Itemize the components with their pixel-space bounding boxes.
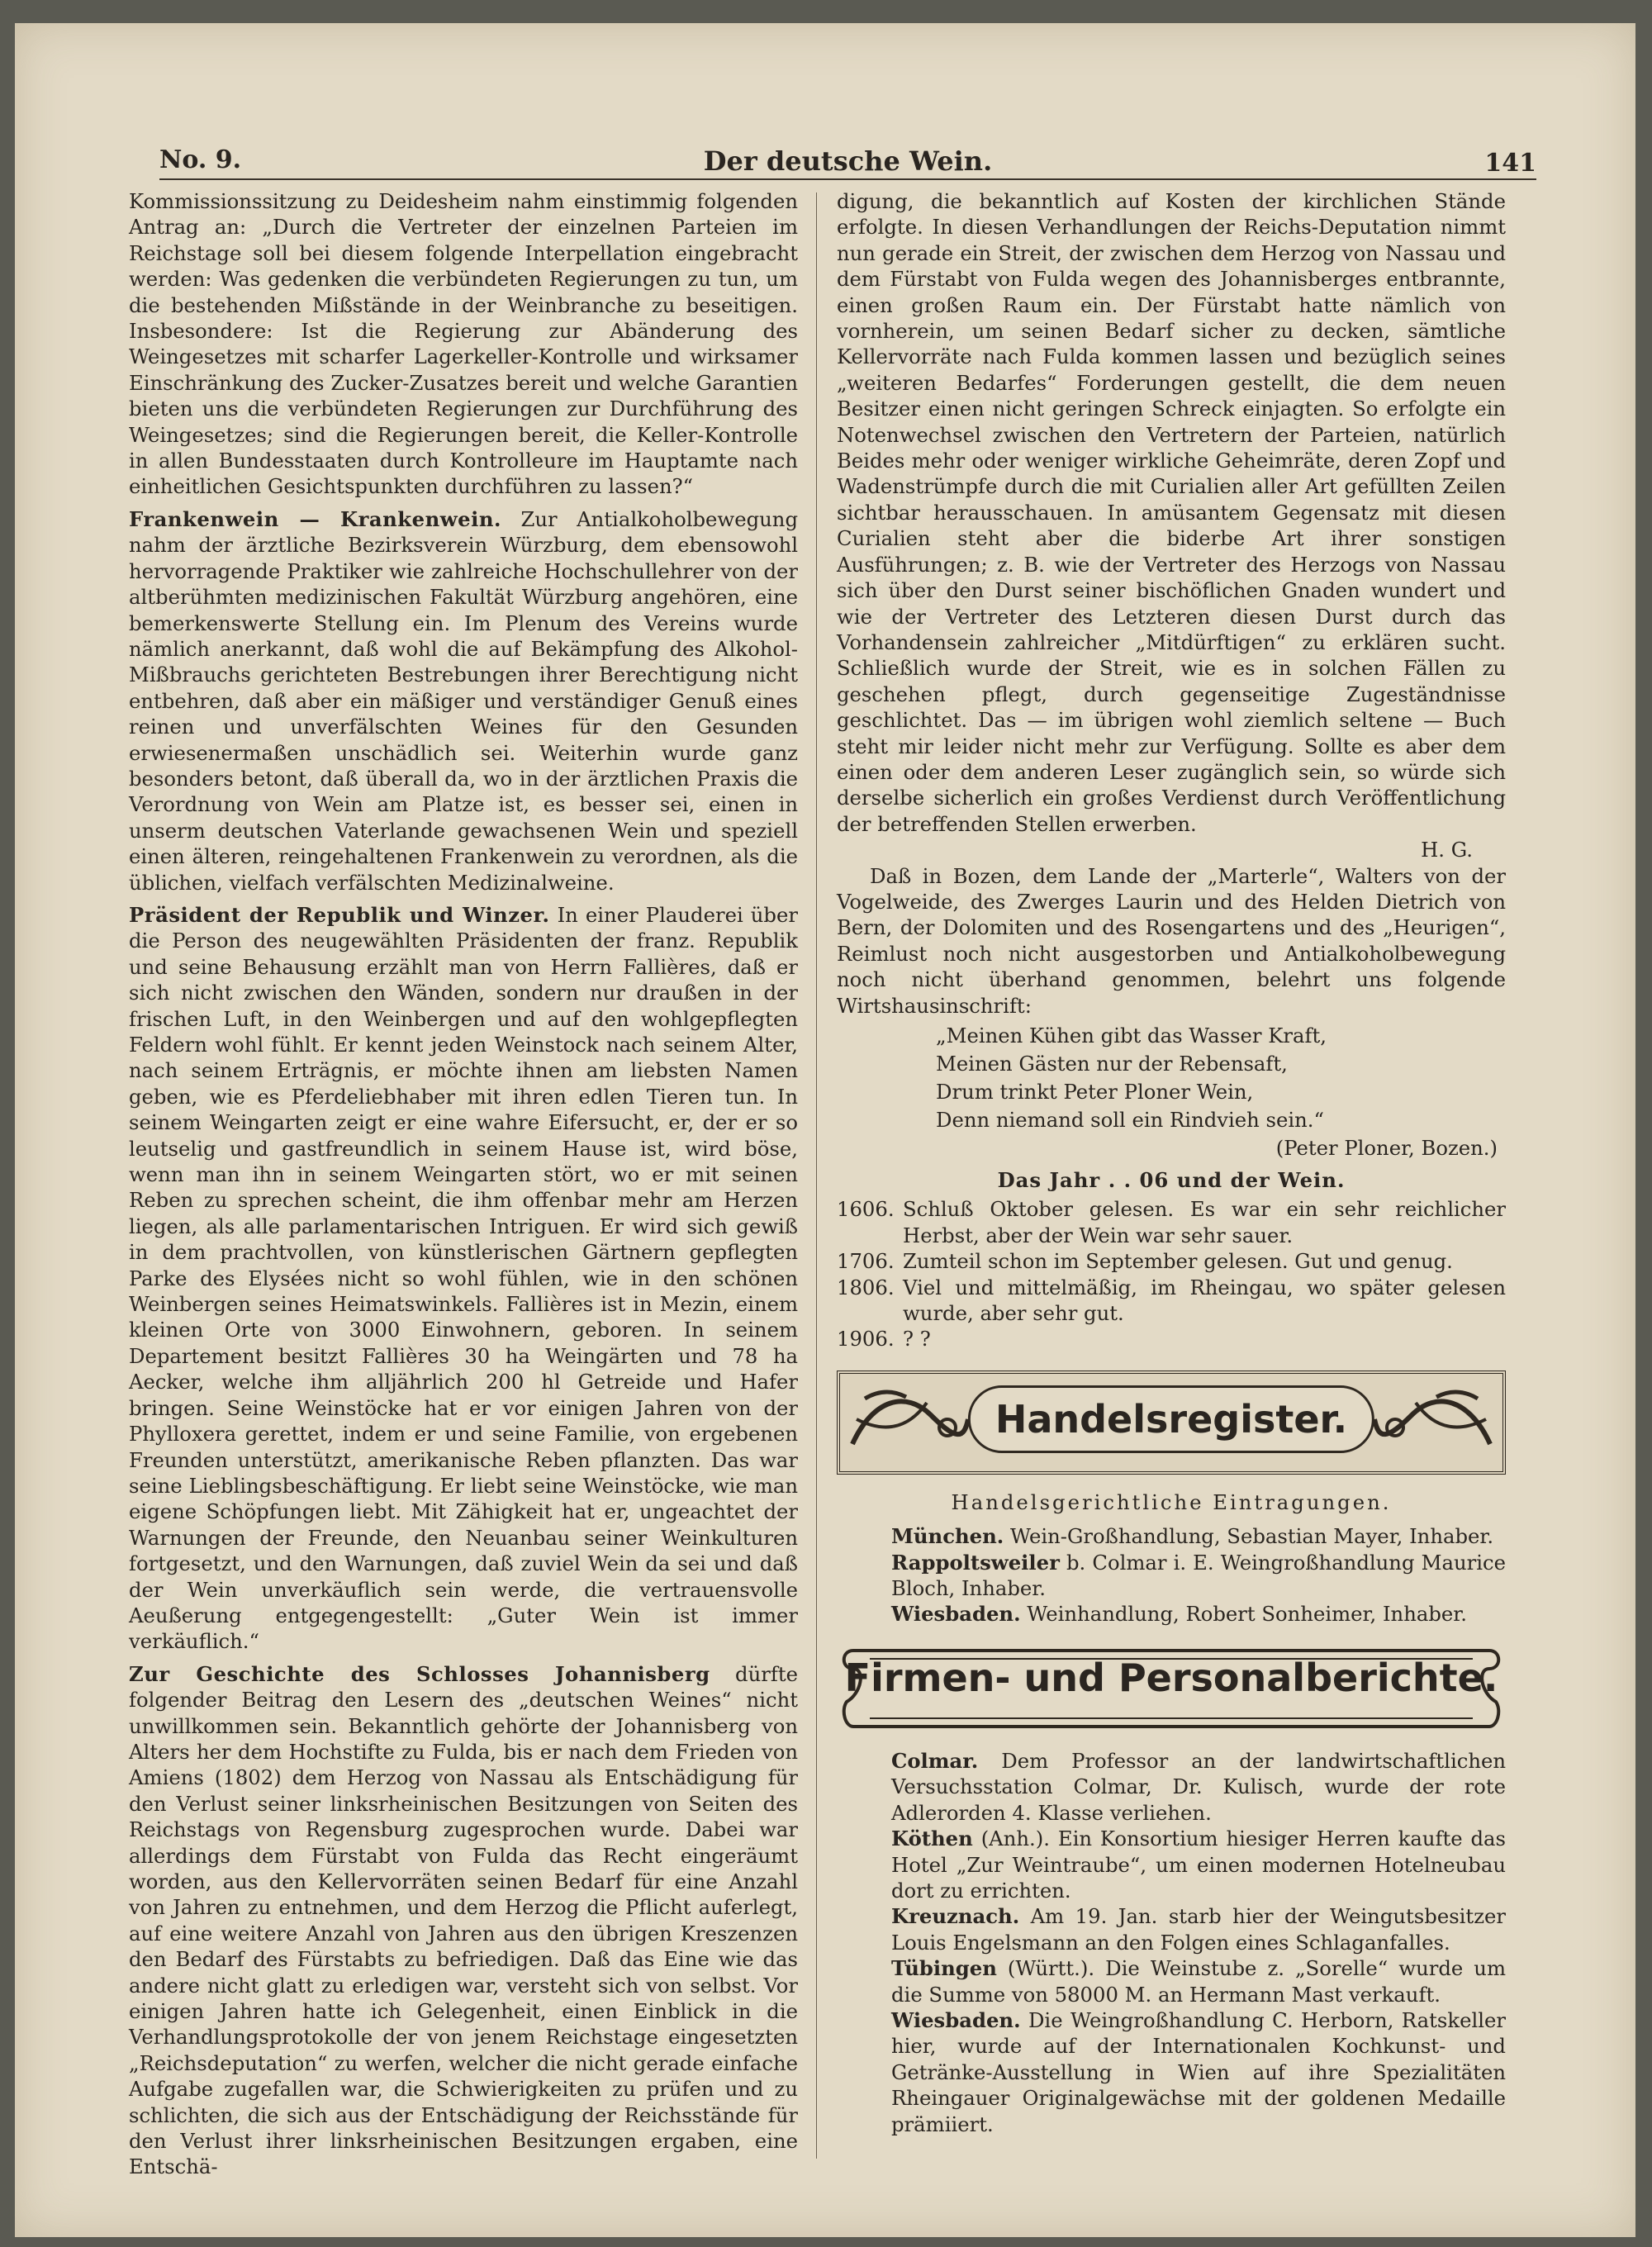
register-entry [837, 1550, 1506, 1602]
entry-place: Rappoltsweiler [891, 1550, 1060, 1575]
article-frankenwein [129, 506, 798, 895]
year-label: 1806. [837, 1275, 895, 1299]
entry-place: Tübingen [891, 1956, 997, 1981]
author-signature: H. G. [1421, 838, 1473, 862]
year-text: ? ? [903, 1327, 931, 1352]
entry-text: Am 19. Jan. starb hier der Weingutsbesitzer Louis Engelsmann an den Folgen eines Schlaganfalles. [891, 1904, 1506, 1955]
handelsregister-banner [837, 1371, 1506, 1475]
article-heading: Präsident der Republik und Winzer. [129, 902, 550, 927]
publication-title: Der deutsche Wein. [703, 145, 993, 177]
entry-place: Wiesbaden. [891, 2007, 1021, 2032]
ornament-icon [848, 1382, 972, 1456]
entry-text: Die Weingroßhandlung C. Herborn, Ratskeller hier, wurde auf der Internationalen Kochkunst- und Getränke-Ausstellung in Wien auf ihre Spezialitäten Rheingauer Originalgewächse mit der goldenen Medaille prämiiert. [891, 2007, 1506, 2136]
year-text: Viel und mittelmäßig, im Rheingau, wo später gelesen wurde, aber sehr gut. [903, 1275, 1506, 1326]
poem-line: „Meinen Kühen gibt das Wasser Kraft, [936, 1024, 1327, 1047]
poem-line: Meinen Gästen nur der Rebensaft, [936, 1052, 1288, 1076]
firm-entry [837, 1748, 1506, 1826]
entry-text: Dem Professor an der landwirtschaftlichen Versuchsstation Colmar, Dr. Kulisch, wurde der rote Adlerorden 4. Klasse verliehen. [891, 1748, 1506, 1825]
year-label: 1906. [837, 1327, 895, 1352]
entry-text: (Anh.). Ein Konsortium hiesiger Herren kaufte das Hotel „Zur Weintraube“, um einen modernen Hotelneubau dort zu errichten. [891, 1827, 1506, 1903]
article-johannisberg [129, 1661, 798, 2180]
firm-entry [837, 1826, 1506, 1903]
section-subheading: Handelsgerichtliche Eintragungen. [951, 1489, 1392, 1514]
article-paragraph: Zur Antialkoholbewegung nahm der ärztliche Bezirksverein Würzburg, dem ebensowohl hervorragende Praktiker wie zahlreiche Hochschullehrer von der altberühmten medizinischen Fakultät Würzburg angehören, eine bemerkenswerte Stellung ein. Im Plenum des Vereins wurde nämlich anerkannt, daß wohl die auf Bekämpfung des Alkohol-Mißbrauchs gerichteten Bestrebungen ihrer Berechtigung nicht entbehren, daß aber ein mäßiger und verständiger Genuß eines reinen und unverfälschten Weines für den Gesunden erwiesenermaßen unschädlich sei. Weiterhin wurde ganz besonders betont, daß überall da, wo in der ärztlichen Praxis die Verordnung von Wein am Platze ist, es besser sei, einen in unserm deutschen Vaterlande gewachsenen Wein und speziell einen älteren, reingehaltenen Frankenwein zu verordnen, als die üblichen, vielfach verfälschten Medizinalweine. [129, 506, 798, 895]
right-column [837, 188, 1506, 2137]
page-header [159, 121, 1536, 180]
entry-place: Köthen [891, 1827, 973, 1851]
poem [837, 1022, 1506, 1162]
section-heading: Das Jahr . . 06 und der Wein. [997, 1168, 1346, 1192]
year-entry [837, 1275, 1506, 1327]
article-heading: Zur Geschichte des Schlosses Johannisberg [129, 1661, 710, 1686]
register-entry [837, 1601, 1506, 1627]
firm-entry [837, 1903, 1506, 1955]
year-label: 1706. [837, 1249, 895, 1274]
article-paragraph: digung, die bekanntlich auf Kosten der kirchlichen Stände erfolgte. In diesen Verhandlungen der Reichs-Deputation nimmt nun gerade ein Streit, der zwischen dem Herzog von Nassau und dem Fürstabt von Fulda wegen des Johannisberges entbrannte, einen großen Raum ein. Der Fürstabt hatte nämlich von vornherein, um seinen Bedarf sicher zu decken, sämtliche Kellervorräte nach Fulda kommen lassen und bezüglich seines „weiteren Bedarfes“ Forderungen gestellt, die dem neuen Besitzer einen nicht geringen Schreck einjagten. So erfolgte ein Notenwechsel zwischen den Vertretern der Parteien, natürlich Beides mehr oder weniger wirkliche Geheimräte, deren Zopf und Wadenstrümpfe durch die mit Curialien aller Art gefüllten Zeilen sichtbar herausschauen. In amüsantem Gegensatz mit diesen Curialien steht aber die biderbe Art ihrer sonstigen Ausführungen; z. B. wie der Vertreter des Herzogs von Nassau sich über den Durst seiner bischöflichen Gnaden wundert und wie der Vertreter des Letzteren diesen Durst durch das Vorhandensein zahlreicher „Mitdürftigen“ zu erklären sucht. Schließlich wurde der Streit, wie es in solchen Fällen zu geschehen pflegt, durch gegenseitige Zugeständnisse geschlichtet. Das — im übrigen wohl ziemlich seltene — Buch steht mir leider nicht mehr zur Verfügung. Sollte es aber dem einen oder dem anderen Leser zugänglich sein, so würde sich derselbe sicherlich ein großes Verdienst durch Veröffentlichung der betreffenden Stellen erwerben. [837, 189, 1506, 836]
article-heading: Frankenwein — Krankenwein. [129, 506, 501, 531]
banner-title: Handelsregister. [968, 1385, 1374, 1453]
entry-text: Weinhandlung, Robert Sonheimer, Inhaber. [1027, 1602, 1467, 1627]
personalberichte-banner [837, 1644, 1506, 1733]
firm-entry [837, 2007, 1506, 2137]
year-label: 1606. [837, 1197, 895, 1222]
register-entry [837, 1523, 1506, 1549]
year-entry [837, 1196, 1506, 1248]
poem-line: Drum trinkt Peter Ploner Wein, [936, 1080, 1254, 1104]
firm-entry [837, 1955, 1506, 2007]
column-divider [816, 192, 817, 2159]
entry-text: (Württ.). Die Weinstube z. „Sorelle“ wurde um die Summe von 58000 M. an Hermann Mast verkauft. [891, 1956, 1506, 2007]
article-paragraph: Daß in Bozen, dem Lande der „Marterle“, Walters von der Vogelweide, des Zwerges Laurin und des Helden Dietrich von Bern, der Dolomiten und des Rosengartens und des „Heurigen“, Reimlust noch nicht ausgestorben und Antialkoholbewegung noch nicht überhand genommen, belehrt uns folgende Wirtshausinschrift: [837, 863, 1506, 1018]
entry-text: Wein-Großhandlung, Sebastian Mayer, Inhaber. [1010, 1524, 1494, 1549]
poem-source: (Peter Ploner, Bozen.) [1275, 1136, 1498, 1160]
article-paragraph: In einer Plauderei über die Person des neugewählten Präsidenten der franz. Republik und seine Behausung erzählt man von Herrn Fallières, daß er sich nicht zwischen den Wänden, sondern nur draußen in der frischen Luft, in den Weinbergen und auf den wohlgepflegten Feldern wohl fühlt. Er kennt jeden Weinstock nach seinem Alter, nach seinem Erträgnis, er möchte ihnen am liebsten Namen geben, wie es Pferdeliebhaber mit ihren edlen Tieren tun. In seinem Weingarten zeigt er eine wahre Eifersucht, er, der er so leutselig und gastfreundlich in seinem Hause ist, wird böse, wenn man ihn in seinem Weingarten stört, wo er mit seinen Reben zu sprechen scheint, die ihm offenbar mehr am Herzen liegen, als alle parlamentarischen Intriguen. Er wird sich gewiß in dem prachtvollen, von künstlerischen Gärtnern gepflegten Parke des Elysées nicht so wohl fühlen, wie in den schönen Weinbergen seines Heimatswinkels. Fallières ist in Mezin, einem kleinen Orte von 3000 Einwohnern, geboren. In seinem Departement besitzt Fallières 30 ha Weingärten und 78 ha Aecker, welche ihm alljährlich 200 hl Getreide und Hafer bringen. Seine Weinstöcke hat er vor einigen Jahren von der Phylloxera gerettet, indem er und seine Familie, von ergebenen Freunden unterstützt, amerikanische Reben pflanzten. Das war seine Lieblingsbeschäftigung. Er liebt seine Weinstöcke, wie man eigene Schöpfungen liebt. Mit Zähigkeit hat er, ungeachtet der Warnungen der Freunde, den Neuanbau seiner Weinkulturen fortgesetzt, und den Warnungen, daß zuviel Wein da sei und daß der Wein unverkäuflich sein werde, die vertrauensvolle Aeußerung entgegengestellt: „Guter Wein ist immer verkäuflich.“ [129, 902, 798, 1654]
page-number: 141 [1484, 149, 1536, 178]
entry-place: Colmar. [891, 1748, 979, 1773]
poem-line: Denn niemand soll ein Rindvieh sein.“ [936, 1108, 1324, 1132]
article-praesident [129, 902, 798, 1655]
ornament-icon [1370, 1382, 1494, 1456]
entry-place: Wiesbaden. [891, 1602, 1021, 1627]
issue-number: No. 9. [159, 145, 242, 174]
year-entry [837, 1248, 1506, 1274]
entry-text: b. Colmar i. E. Weingroßhandlung Maurice Bloch, Inhaber. [891, 1550, 1506, 1601]
entry-place: Kreuznach. [891, 1904, 1020, 1929]
year-entry [837, 1326, 1506, 1352]
article-paragraph: Kommissionssitzung zu Deidesheim nahm einstimmig folgenden Antrag an: „Durch die Vertreter der einzelnen Parteien im Reichstage soll bei diesem folgende Interpellation eingebracht werden: Was gedenken die verbündeten Regierungen zu tun, um die bestehenden Mißstände in der Weinbranche zu beseitigen. Insbesondere: Ist die Regierung zur Abänderung des Weingesetzes mit scharfer Lagerkeller-Kontrolle und wirksamer Einschränkung des Zucker-Zusatzes bereit und welche Garantien bieten uns die verbündeten Regierungen zur Durchführung des Weingesetzes; sind die Regierungen bereit, die Keller-Kontrolle in allen Bundesstaaten durch Kontrolleure im Hauptamte nach einheitlichen Gesichtspunkten durchführen zu lassen?“ [129, 189, 798, 499]
article-paragraph: dürfte folgender Beitrag den Lesern des „deutschen Weines“ nicht unwillkommen sein. Bekanntlich gehörte der Johannisberg von Alters her dem Hochstifte zu Fulda, bis er nach dem Frieden von Amiens (1802) dem Herzog von Nassau als Entschädigung für den Verlust seiner linksrheinischen Besitzungen von Seiten des Reichstags von Regensburg zugesprochen wurde. Dabei war allerdings dem Fürstabt von Fulda das Recht eingeräumt worden, aus den Kellervorräten seinen Bedarf für eine Anzahl von Jahren zu entnehmen, und dem Herzog die Pflicht auferlegt, auf eine weitere Anzahl von Jahren aus den übrigen Kreszenzen den Bedarf des Fürstabts zu befriedigen. Daß das Eine wie das andere nicht glatt zu erledigen war, versteht sich von selbst. Vor einigen Jahren hatte ich Gelegenheit, einen Einblick in die Verhandlungsprotokolle der von jenem Reichstage eingesetzten „Reichsdeputation“ zu werfen, welcher die nicht gerade einfache Aufgabe zugefallen war, die Schwierigkeiten zu prüfen und zu schlichten, die sich aus der Entschädigung der Reichsstände für den Verlust ihrer linksrheinischen Besitzungen ergaben, eine Entschä- [129, 1661, 798, 2179]
left-column [129, 188, 798, 2180]
year-text: Schluß Oktober gelesen. Es war ein sehr reichlicher Herbst, aber der Wein war sehr sauer. [903, 1197, 1506, 1247]
entry-place: München. [891, 1524, 1004, 1549]
banner-title: Firmen- und Personalberichte. [844, 1655, 1498, 1700]
year-text: Zumteil schon im September gelesen. Gut und genug. [903, 1249, 1453, 1274]
newspaper-page [15, 23, 1635, 2237]
